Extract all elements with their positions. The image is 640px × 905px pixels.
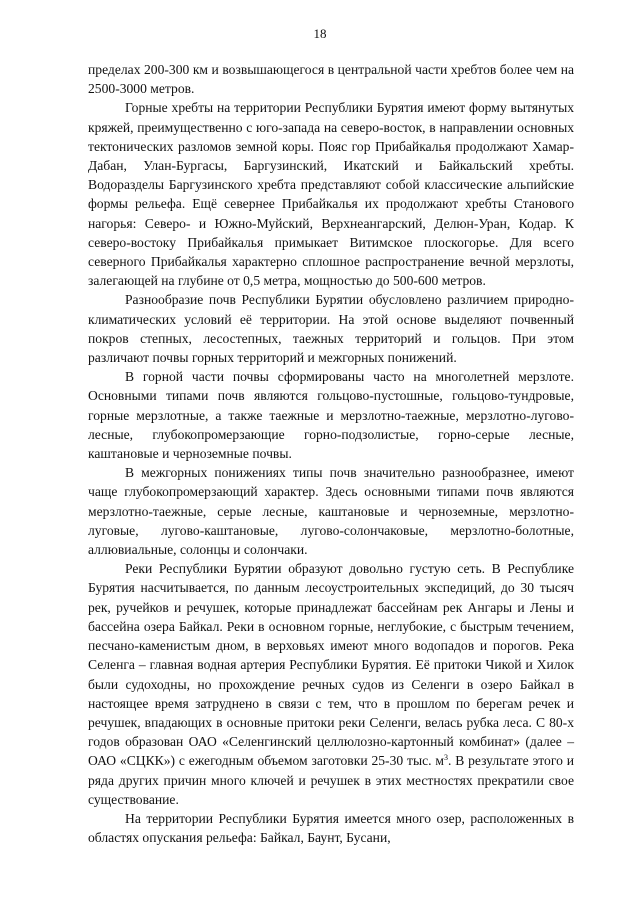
- paragraph-mountain-ranges: Горные хребты на территории Республики Бурятия имеют форму вытянутых кряжей, преимущественно с юго-запада на северо-восток, в направлении основных тектонических разломов земной коры. Пояс гор Прибайкалья продолжают Хамар-Дабан, Улан-Бургасы, Баргузинский, Икатский и Байкальский хребты. Водоразделы Баргузинского хребта представляют собой классические альпийские формы рельефа. Ещё севернее Прибайкалья их продолжают хребты Станового нагорья: Северо- и Южно-Муйский, Верхнеангарский, Делюн-Уран, Кодар. К северо-востоку Прибайкалья примыкает Витимское плоскогорье. Для всего северного Прибайкалья характерно сплошное распространение вечной мерзлоты, залегающей на глубине от 0,5 метра, мощностью до 500-600 метров.: [88, 100, 574, 289]
- paragraph-lakes: На территории Республики Бурятия имеется много озер, расположенных в областях опускания рельефа: Байкал, Баунт, Бусани,: [88, 810, 574, 846]
- paragraph-rivers: [88, 559, 574, 809]
- document-body: [88, 60, 574, 847]
- page-number: 18: [313, 26, 327, 41]
- paragraph-soil-diversity: Разнообразие почв Республики Бурятии обусловлено различием природно-климатических условий её территории. На этой основе выделяют почвенный покров степных, лесостепных, таежных территорий и гольцов. При этом различают почвы горных территорий и межгорных понижений.: [88, 292, 574, 366]
- paragraph-rivers-part-1: Реки Республики Бурятии образуют довольно густую сеть. В Республике Бурятия насчитывается, по данным лесоустроительных экспедиций, до 30 тысяч рек, ручейков и речушек, которые принадлежат бассейнам рек Ангары и Лены и бассейна озера Байкал. Реки в основном горные, неглубокие, с быстрым течением, песчано-каменистым дном, в верховьях имеют много водопадов и порогов. Река Селенга – главная водная артерия Республики Бурятия. Её притоки Чикой и Хилок были судоходны, но прохождение речных судов из Селенги в озеро Байкал в настоящее время затруднено в связи с тем, что в прошлом по берегам речек и речушек, впадающих в основные притоки реки Селенги, велась рубка леса. С 80-х годов образован ОАО «Селенгинский целлюлозно-картонный комбинат» (далее – ОАО «СЦКК») с ежегодным объемом заготовки 25-30 тыс. м: [88, 561, 574, 769]
- superscript-cubic: 3: [443, 753, 448, 763]
- paragraph-rivers-part-2: . В результате этого и ряда других причин много ключей и речушек в этих местностях прекратили свое существование.: [88, 753, 574, 807]
- paragraph-continuation: пределах 200-300 км и возвышающегося в центральной части хребтов более чем на 2500-3000 метров.: [88, 62, 574, 97]
- paragraph-intermontane-soils: В межгорных понижениях типы почв значительно разнообразнее, имеют чаще глубокопромерзающий характер. Здесь основными типами почв являются мерзлотно-таежные, серые лесные, каштановые и черноземные, мерзлотно-луговые, лугово-каштановые, лугово-солончаковые, мерзлотно-болотные, аллювиальные, солонцы и солончаки.: [88, 465, 574, 558]
- paragraph-mountain-soils: В горной части почвы сформированы часто на многолетней мерзлоте. Основными типами почв являются гольцово-пустошные, гольцово-тундровые, горные мерзлотные, а также таежные и мерзлотно-таежные, мерзлотно-лугово-лесные, глубокопромерзающие горно-подзолистые, горно-серые лесные, каштановые и черноземные почвы.: [88, 369, 574, 462]
